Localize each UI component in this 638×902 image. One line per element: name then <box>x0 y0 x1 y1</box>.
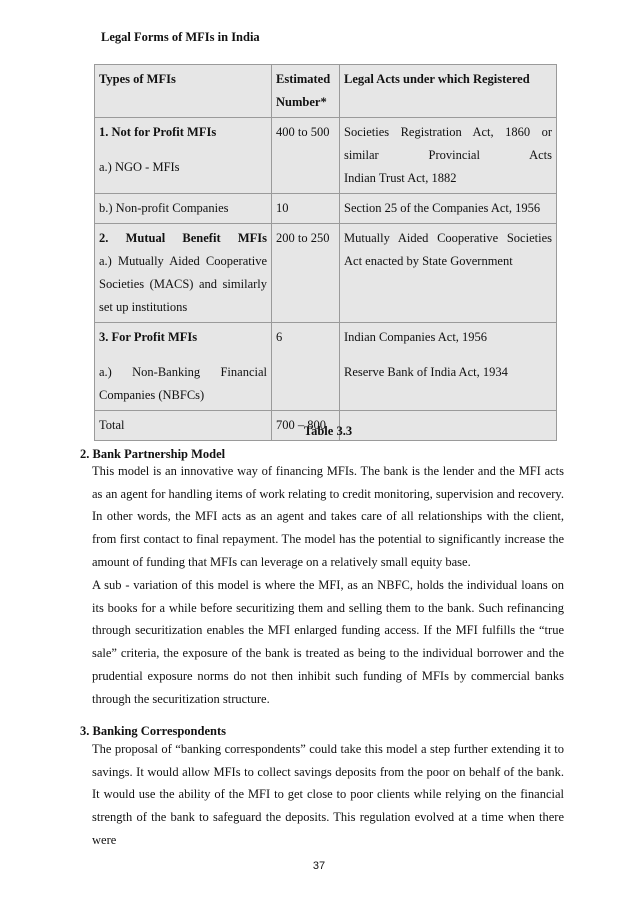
header-number: Estimated Number* <box>272 65 340 118</box>
section-2-para-1: This model is an innovative way of financing MFIs. The bank is the lender and the MFI acts as an agent for handling items of work relating to credit monitoring, supervision and recovery. In other words, the MFI acts as an agent and takes care of all relationships with the client, from first contact to final repayment. The model has the potential to significantly increase the amount of funding that MFIs can leverage on a relatively small equity base. <box>92 464 564 569</box>
type-cell: b.) Non-profit Companies <box>95 194 272 224</box>
page-number: 37 <box>312 860 326 872</box>
number-cell: 6 <box>272 323 340 411</box>
acts-text-2: Indian Trust Act, 1882 <box>344 171 457 185</box>
type-cell: Total <box>95 411 272 441</box>
section-3-para-1: The proposal of “banking correspondents” could take this model a step further extending it to savings. It would allow MFIs to collect savings deposits from the poor on behalf of the bank. It would use the ability of the MFI to get close to poor clients while relying on the financial strength of the bank to safeguard the deposits. This regulation evolved at a time when there were <box>92 742 564 847</box>
type-sub: a.) NGO - MFIs <box>99 160 180 174</box>
header-acts: Legal Acts under which Registered <box>340 65 557 118</box>
type-title: 1. Not for Profit MFIs <box>99 125 217 139</box>
acts-cell <box>340 323 557 411</box>
type-sub: a.) Mutually Aided Cooperative Societies (MACS) and similarly set up institutions <box>99 254 267 314</box>
acts-cell: Section 25 of the Companies Act, 1956 <box>340 194 557 224</box>
acts-text-2: Reserve Bank of India Act, 1934 <box>344 365 508 379</box>
acts-text: Indian Companies Act, 1956 <box>344 330 488 344</box>
number-cell: 400 to 500 <box>272 118 340 194</box>
table-row <box>95 323 557 411</box>
acts-cell <box>340 118 557 194</box>
acts-cell: Mutually Aided Cooperative Societies Act enacted by State Government <box>340 224 557 323</box>
section-2-para-2: A sub - variation of this model is where the MFI, as an NBFC, holds the individual loans on its books for a while before securitizing them and selling them to the bank. Such refinancing through securitization enables the MFI enlarged funding access. If the MFI fulfills the “true sale” criteria, the exposure of the bank is treated as being to the individual borrower and the prudential exposure norms do not then inhibit such funding of MFIs by commercial banks through the securitization structure. <box>92 578 564 706</box>
header-types: Types of MFIs <box>95 65 272 118</box>
type-cell <box>95 224 272 323</box>
section-3-title: 3. Banking Correspondents <box>80 724 226 738</box>
section-2-title: 2. Bank Partnership Model <box>80 447 226 461</box>
type-cell <box>95 118 272 194</box>
number-cell: 700 – 800 <box>272 411 340 441</box>
acts-text: Societies Registration Act, 1860 or similar Provincial Acts <box>344 125 552 162</box>
table-caption: Table 3.3 <box>303 424 353 438</box>
table-row <box>95 118 557 194</box>
type-sub: a.) Non-Banking Financial Companies (NBFCs) <box>99 365 267 402</box>
number-cell: 10 <box>272 194 340 224</box>
table-header-row <box>95 65 557 118</box>
type-title: 2. Mutual Benefit MFIs <box>99 231 267 245</box>
type-title: 3. For Profit MFIs <box>99 330 198 344</box>
table-row <box>95 224 557 323</box>
table-row <box>95 194 557 224</box>
mfi-table <box>94 64 557 441</box>
page-heading: Legal Forms of MFIs in India <box>101 30 260 44</box>
type-cell <box>95 323 272 411</box>
number-cell: 200 to 250 <box>272 224 340 323</box>
